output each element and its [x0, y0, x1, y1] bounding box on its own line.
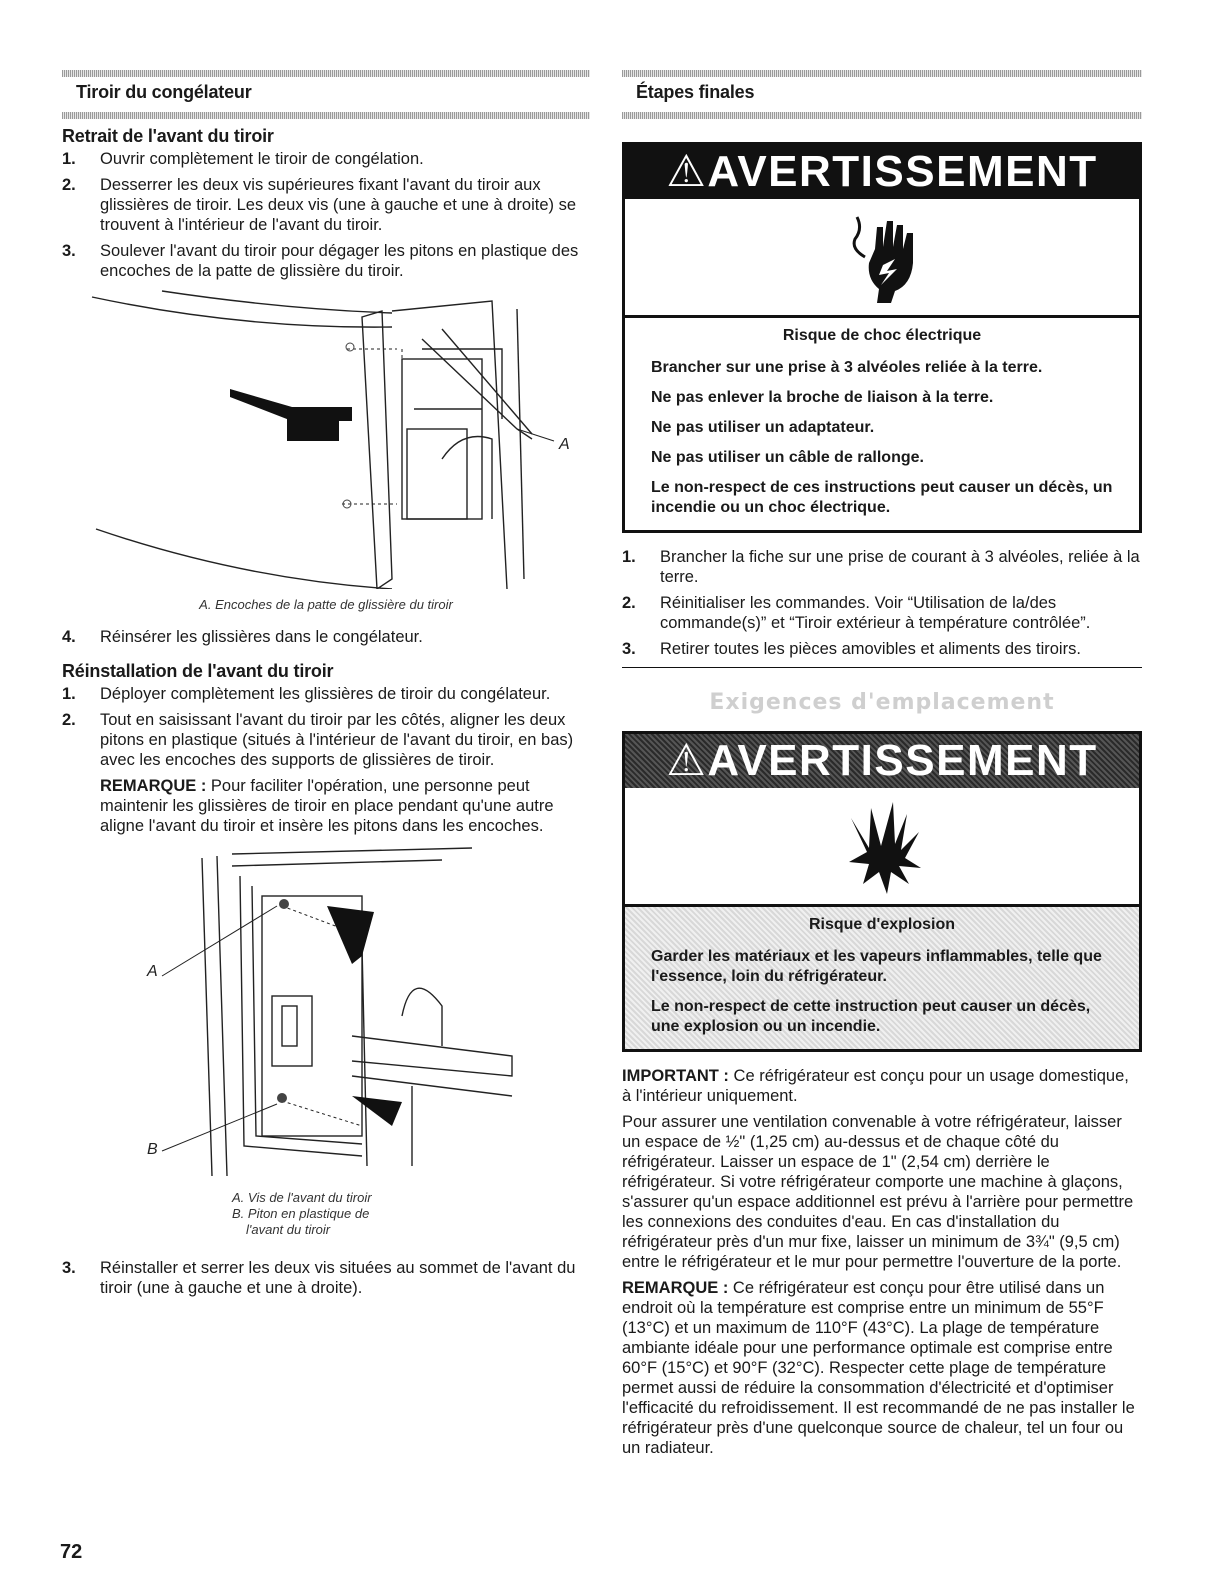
figure2-caption: [62, 1190, 590, 1238]
list-item: [62, 627, 590, 647]
subhead-remove-drawer-front: Retrait de l'avant du tiroir: [62, 126, 274, 146]
list-item: [62, 684, 590, 704]
location-requirements-title: Exigences d'emplacement: [709, 690, 1055, 715]
warning-line: Garder les matériaux et les vapeurs inflammables, telle que l'essence, loin du réfrigérateur.: [651, 948, 1102, 985]
warning-triangle-icon: ⚠: [666, 736, 708, 785]
figure2-caption-a: A. Vis de l'avant du tiroir: [232, 1190, 372, 1205]
list-item: [62, 1258, 590, 1298]
header-bar-bottom: [622, 112, 1142, 119]
reinsert-step: [62, 627, 590, 647]
important-paragraph: [622, 1066, 1142, 1106]
warning-line: Le non-respect de ces instructions peut causer un décès, un incendie ou un choc électrique.: [651, 479, 1113, 516]
warning-triangle-icon: ⚠: [666, 147, 708, 196]
removal-steps: [62, 149, 590, 281]
list-item: [622, 593, 1142, 633]
warning-header: [625, 734, 1139, 788]
step-text: Réinsérer les glissières dans le congélateur.: [100, 628, 423, 646]
figure1-label-a: A: [559, 436, 570, 453]
step-number: 2.: [62, 711, 76, 729]
warning-line: Ne pas utiliser un câble de rallonge.: [651, 449, 924, 466]
header-bar-top: [62, 70, 590, 77]
step-text: Desserrer les deux vis supérieures fixant l'avant du tiroir aux glissières de tiroir. Les deux vis (une à gauche et une à droite) se trouvent à l'intérieur de l'avant du tiroir.: [100, 176, 577, 234]
section-title: Étapes finales: [636, 82, 755, 102]
step-number: 1.: [62, 685, 76, 703]
warning-title: Risque de choc électrique: [782, 327, 982, 344]
warning-line: Ne pas enlever la broche de liaison à la terre.: [651, 389, 994, 406]
figure2-caption-b2: l'avant du tiroir: [246, 1222, 331, 1237]
figure-drawer-front-removal: [62, 289, 590, 589]
step-number: 2.: [62, 176, 76, 194]
figure2-label-b: B: [147, 1141, 158, 1158]
section-title: Tiroir du congélateur: [76, 82, 252, 102]
step-number: 2.: [622, 594, 636, 612]
figure1-caption: A. Encoches de la patte de glissière du tiroir: [199, 597, 453, 612]
remarque-text: Ce réfrigérateur est conçu pour être utilisé dans un endroit où la température est comprise entre un minimum de 55°F (13°C) et un maximum de 110°F (43°C). La plage de température ambiante idéale pour une performance optimale est comprise entre 60°F (15°C) et 90°F (32°C). Respecter cette plage de température permet aussi de réduire la consommation d'électricité et d'optimiser l'efficacité du refroidissement. Il est recommandé de ne pas installer le réfrigérateur près d'une quelconque source de chaleur, tel un four ou un radiateur.: [622, 1279, 1135, 1457]
explosion-icon: [625, 788, 1139, 907]
right-column: [622, 70, 1142, 1464]
list-item: [62, 710, 590, 836]
warning-header-text: AVERTISSEMENT: [707, 147, 1098, 196]
note: [100, 776, 590, 836]
step-number: 1.: [62, 150, 76, 168]
step-text: Ouvrir complètement le tiroir de congélation.: [100, 150, 424, 168]
drawer-reinstall-illustration: [62, 846, 590, 1186]
warning-header: [625, 145, 1139, 199]
note-text: Pour faciliter l'opération, une personne peut maintenir les glissières de tiroir en place pendant qu'une autre aligne l'avant du tiroir et insère les pitons dans les encoches.: [100, 777, 554, 835]
note-label: REMARQUE :: [100, 777, 207, 795]
list-item: [62, 241, 590, 281]
warning-line: Brancher sur une prise à 3 alvéoles reliée à la terre.: [651, 359, 1043, 376]
header-bar-top: [622, 70, 1142, 77]
ventilation-paragraph: Pour assurer une ventilation convenable à votre réfrigérateur, laisser un espace de ½" (1,25 cm) au-dessus et de chaque côté du réfrigérateur. Laisser un espace de 1" (2,54 cm) derrière le réfrigérateur. Si votre réfrigérateur comporte une machine à glaçons, s'assurer qu'un espace additionnel est prévu à l'arrière pour permettre les connexions des conduites d'eau. En cas d'installation du réfrigérateur près d'un mur fixe, laisser un minimum de 3¾" (9,5 cm) entre le réfrigérateur et le mur pour permettre l'ouverture de la porte.: [622, 1113, 1134, 1271]
list-item: [622, 639, 1142, 659]
step-text: Soulever l'avant du tiroir pour dégager les pitons en plastique des encoches de la patte de glissière du tiroir.: [100, 242, 579, 280]
step-number: 4.: [62, 628, 76, 646]
warning-body: [625, 907, 1139, 1049]
step-text: Déployer complètement les glissières de tiroir du congélateur.: [100, 685, 551, 703]
list-item: [622, 547, 1142, 587]
step-text: Réinitialiser les commandes. Voir “Utilisation de la/des commande(s)” et “Tiroir extérieur à température contrôlée”.: [660, 594, 1091, 632]
warning-line: Le non-respect de cette instruction peut causer un décès, une explosion ou un incendie.: [651, 998, 1091, 1035]
important-label: IMPORTANT :: [622, 1067, 729, 1085]
electric-shock-icon: [625, 199, 1139, 318]
figure-drawer-front-reinstall: [62, 846, 590, 1186]
warning-title: Risque d'explosion: [808, 916, 956, 933]
reinstall-steps: [62, 684, 590, 836]
step-text: Réinstaller et serrer les deux vis situées au sommet de l'avant du tiroir (une à gauche et une à droite).: [100, 1259, 576, 1297]
step-text: Brancher la fiche sur une prise de courant à 3 alvéoles, reliée à la terre.: [660, 548, 1140, 586]
warning-explosion: [622, 731, 1142, 1052]
divider: [622, 667, 1142, 668]
final-reinstall-step: [62, 1258, 590, 1298]
final-steps: [622, 547, 1142, 659]
step-text: Tout en saisissant l'avant du tiroir par les côtés, aligner les deux pitons en plastique (situés à l'intérieur de l'avant du tiroir, en bas) avec les encoches des supports de glissières de tiroir.: [100, 711, 574, 769]
list-item: [62, 149, 590, 169]
step-text: Retirer toutes les pièces amovibles et aliments des tiroirs.: [660, 640, 1081, 658]
section-header-freezer-drawer: [62, 70, 590, 120]
step-number: 1.: [622, 548, 636, 566]
figure2-caption-b1: B. Piton en plastique de: [232, 1206, 370, 1221]
list-item: [62, 175, 590, 235]
page-number: 72: [60, 1541, 83, 1563]
warning-electrical-shock: [622, 142, 1142, 533]
warning-body: [625, 318, 1139, 530]
left-column: [62, 70, 590, 1304]
step-number: 3.: [62, 242, 76, 260]
subhead-reinstall-drawer-front: Réinstallation de l'avant du tiroir: [62, 661, 334, 681]
step-number: 3.: [622, 640, 636, 658]
header-bar-bottom: [62, 112, 590, 119]
warning-line: Ne pas utiliser un adaptateur.: [651, 419, 875, 436]
section-header-final-steps: [622, 70, 1142, 120]
remarque-label: REMARQUE :: [622, 1279, 729, 1297]
step-number: 3.: [62, 1259, 76, 1277]
remarque-paragraph: [622, 1278, 1142, 1458]
figure2-label-a: A: [147, 963, 158, 980]
important-text: Ce réfrigérateur est conçu pour un usage domestique, à l'intérieur uniquement.: [622, 1067, 1129, 1105]
drawer-front-illustration: [62, 289, 590, 589]
warning-header-text: AVERTISSEMENT: [707, 736, 1098, 785]
